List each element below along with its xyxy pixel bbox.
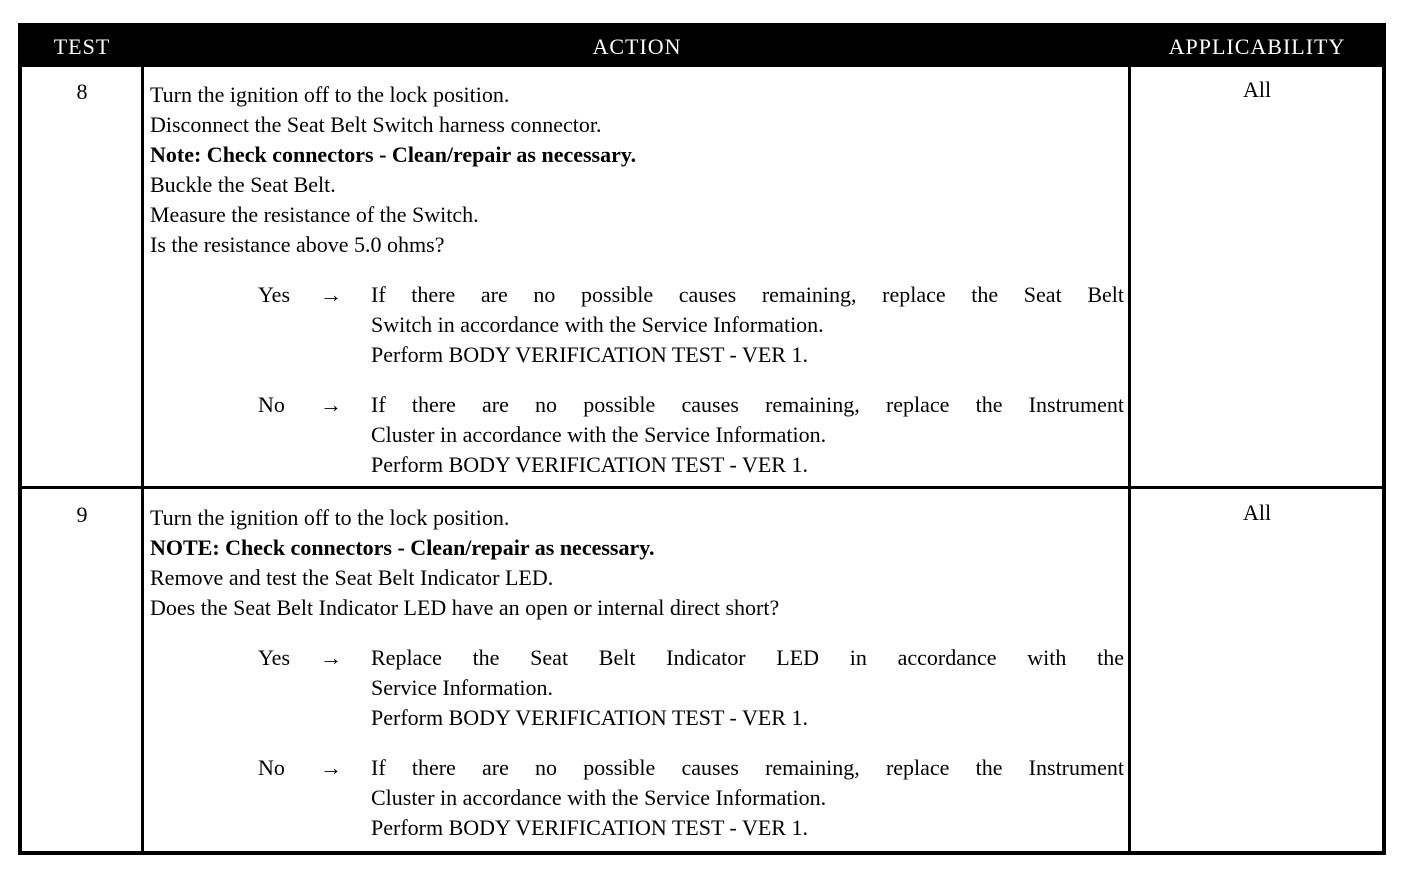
right-arrow-icon: → — [320, 392, 342, 417]
right-arrow-icon: → — [320, 282, 342, 307]
step-text: Turn the ignition off to the lock position. — [150, 505, 510, 530]
step-text: Buckle the Seat Belt. — [150, 172, 336, 197]
applicability-value: All — [1242, 500, 1272, 525]
applicability-value: All — [1242, 77, 1272, 102]
branch-text: Perform BODY VERIFICATION TEST - VER 1. — [371, 342, 808, 367]
branch-text: Switch in accordance with the Service Information. — [371, 312, 824, 337]
right-arrow-icon: → — [320, 645, 342, 670]
column-divider-test — [141, 67, 144, 851]
branch-text: If there are no possible causes remaining, replace the Instrument — [371, 392, 1124, 417]
table-header — [22, 27, 1382, 67]
step-text: Disconnect the Seat Belt Switch harness connector. — [150, 112, 602, 137]
branch-text: Perform BODY VERIFICATION TEST - VER 1. — [371, 452, 808, 477]
branch-text: If there are no possible causes remaining, replace the Instrument — [371, 755, 1124, 780]
branch-text: Service Information. — [371, 675, 554, 700]
branch-text: Perform BODY VERIFICATION TEST - VER 1. — [371, 815, 808, 840]
branch-text: Cluster in accordance with the Service Information. — [371, 422, 827, 447]
note-text: NOTE: Check connectors - Clean/repair as necessary. — [150, 535, 655, 560]
column-divider-action — [1128, 67, 1131, 851]
branch-text: Cluster in accordance with the Service Information. — [371, 785, 827, 810]
branch-text: Replace the Seat Belt Indicator LED in accordance with the — [371, 645, 1124, 670]
no-label: No — [258, 755, 285, 780]
question-text: Does the Seat Belt Indicator LED have an open or internal direct short? — [150, 595, 780, 620]
step-text: Measure the resistance of the Switch. — [150, 202, 479, 227]
no-branch — [150, 390, 1126, 480]
question-text: Is the resistance above 5.0 ohms? — [150, 232, 445, 257]
test-8-action — [150, 80, 1126, 480]
test-number: 8 — [76, 79, 88, 104]
branch-text: Perform BODY VERIFICATION TEST - VER 1. — [371, 705, 808, 730]
header-test: TEST — [53, 34, 111, 59]
test-9-action — [150, 503, 1126, 843]
step-text: Remove and test the Seat Belt Indicator LED. — [150, 565, 554, 590]
yes-label: Yes — [258, 282, 291, 307]
right-arrow-icon: → — [320, 755, 342, 780]
note-text: Note: Check connectors - Clean/repair as necessary. — [150, 142, 637, 167]
header-action: ACTION — [592, 34, 682, 59]
yes-branch — [150, 643, 1126, 733]
no-label: No — [258, 392, 285, 417]
no-branch — [150, 753, 1126, 843]
branch-text: If there are no possible causes remaining, replace the Seat Belt — [371, 282, 1124, 307]
step-text: Turn the ignition off to the lock position. — [150, 82, 510, 107]
yes-label: Yes — [258, 645, 291, 670]
diagnostic-table — [18, 23, 1386, 855]
header-applicability: APPLICABILITY — [1168, 34, 1346, 59]
row-divider — [22, 486, 1382, 489]
yes-branch — [150, 280, 1126, 370]
test-number: 9 — [76, 502, 88, 527]
